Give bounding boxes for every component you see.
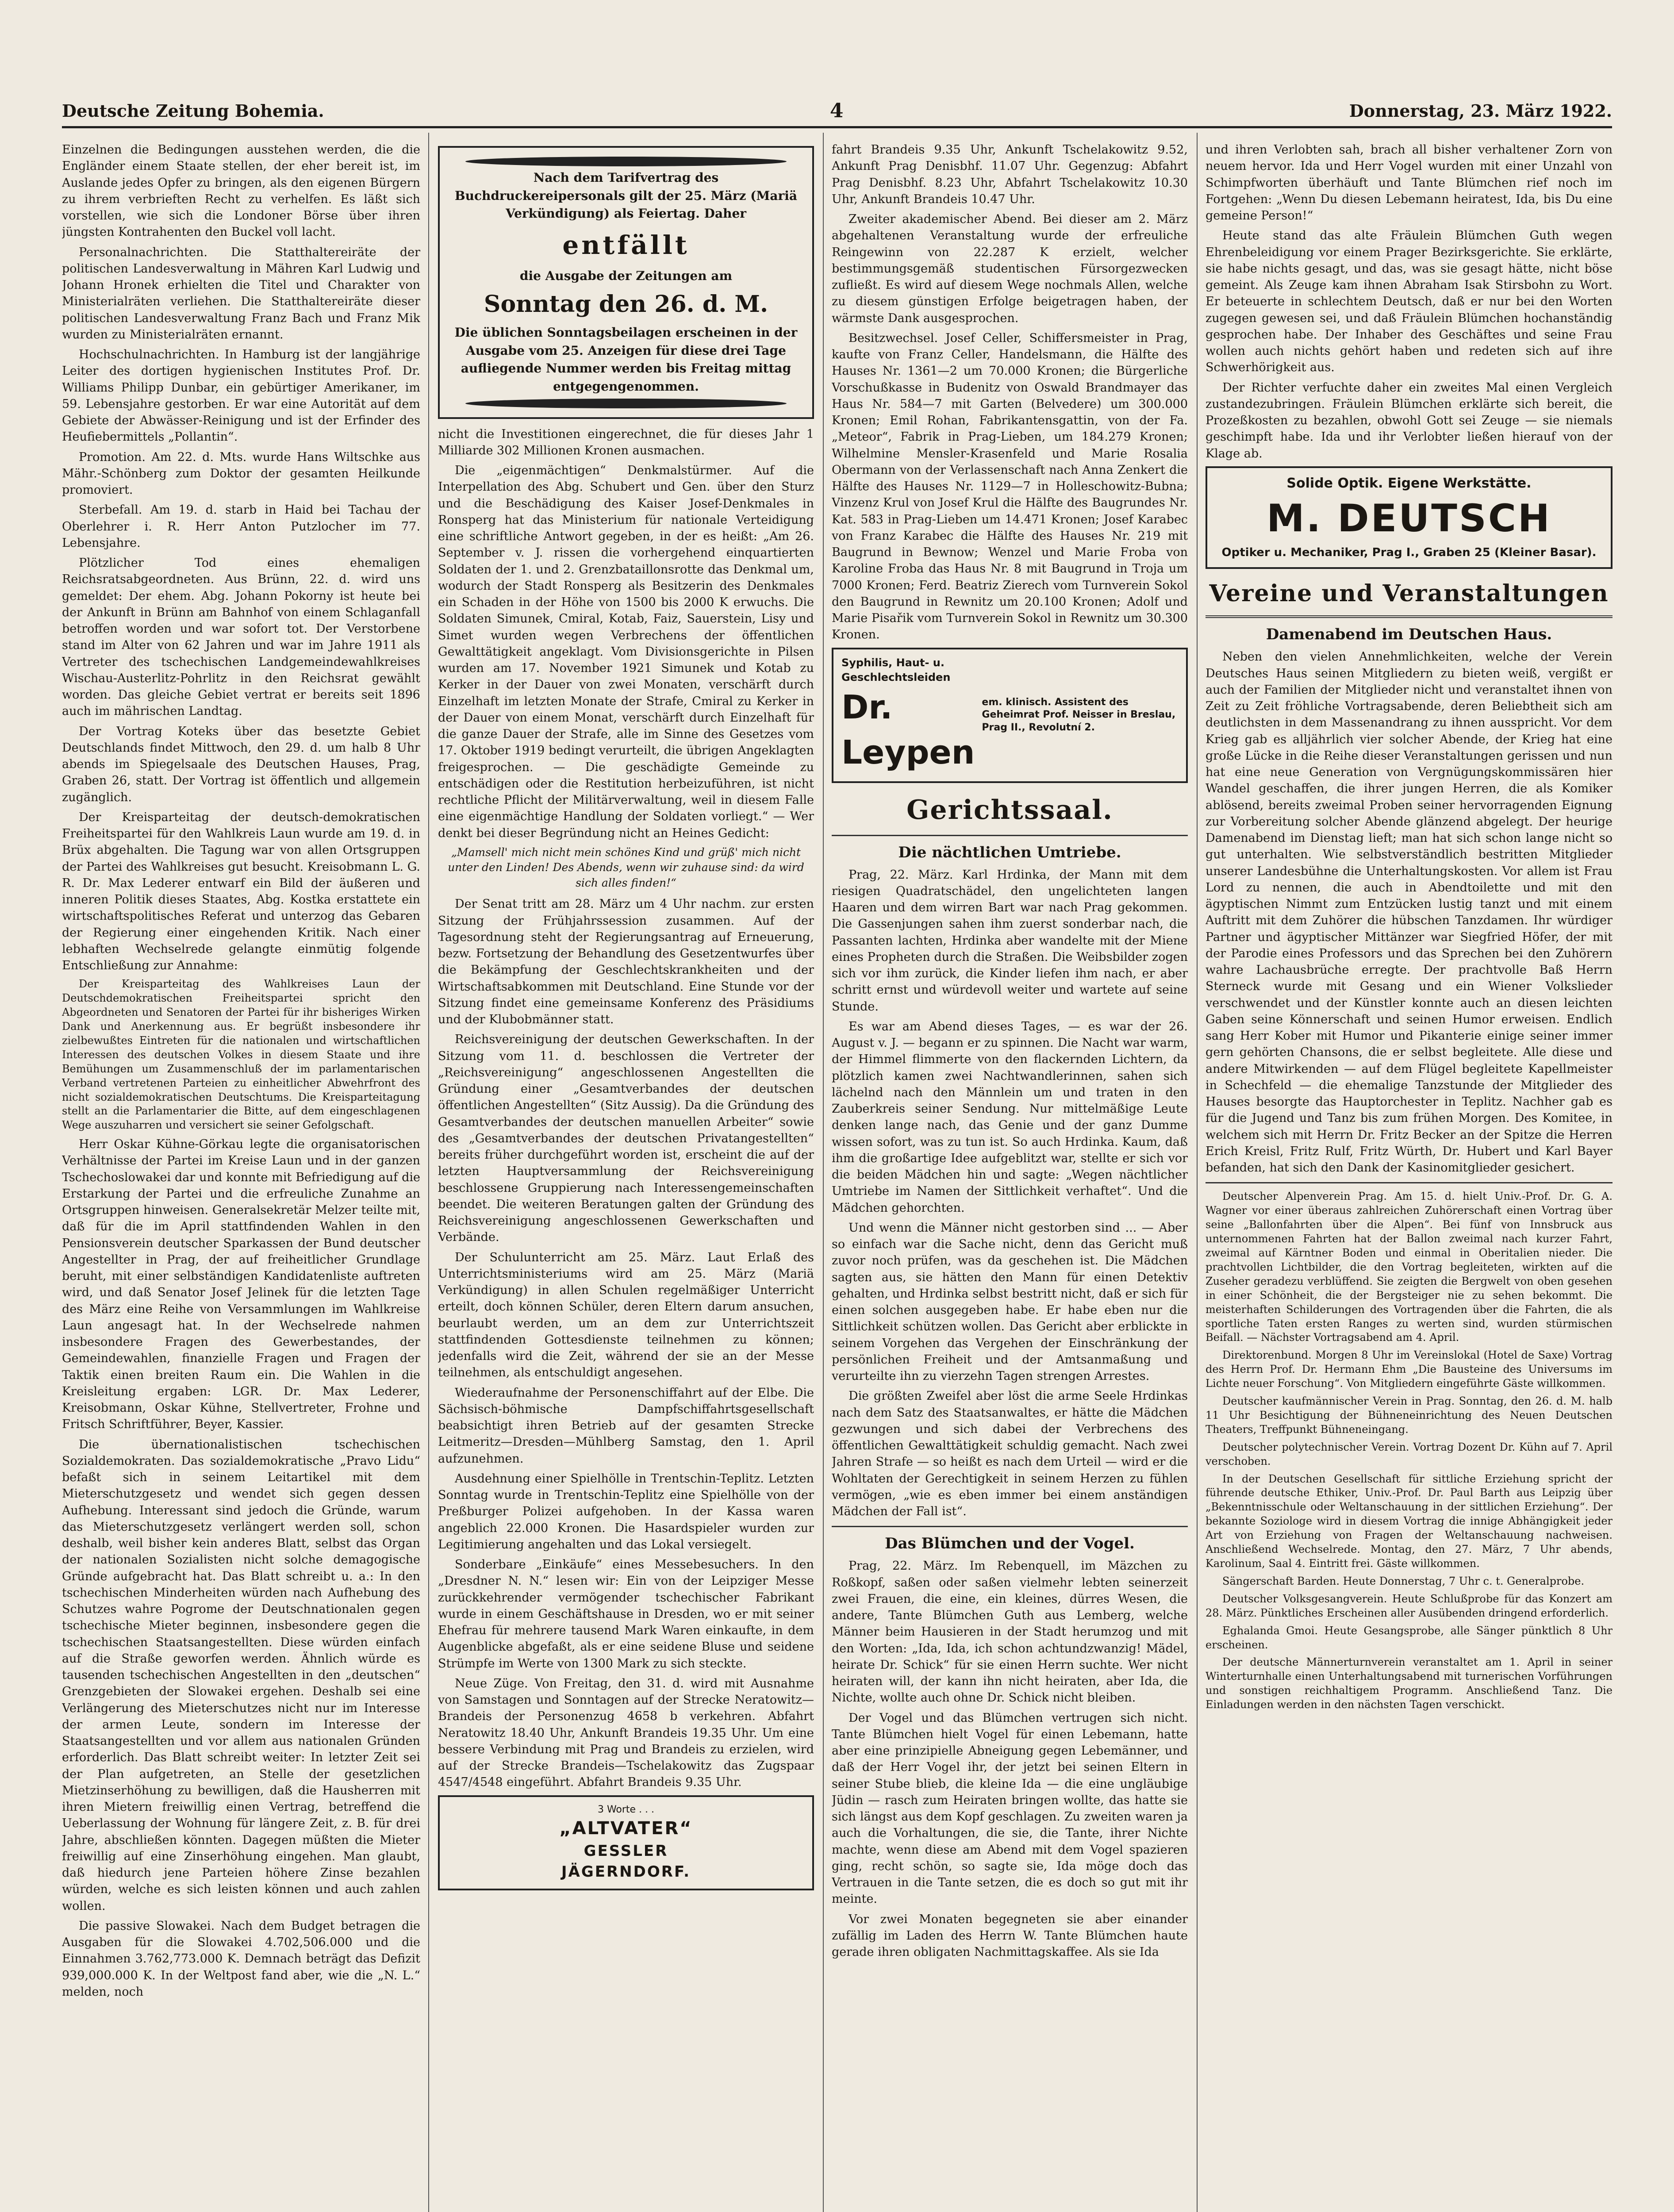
article-paragraph: fahrt Brandeis 9.35 Uhr, Ankunft Tschelakowitz 9.52, Ankunft Prag Denisbhf. 11.07 Uhr. Gegenzug: Abfahrt Prag Denisbhf. 8.23 Uhr, Abfahrt Tschelakowitz 10.30 Uhr, Ankunft Brandeis 10.47 Uhr. — [832, 143, 1188, 206]
article-paragraph: Die „eigenmächtigen“ Denkmalstürmer. Auf die Interpellation des Abg. Schubert und Gen. über den Sturz und die Beschädigung des Kaiser Josef-Denkmales in Ronsperg hat das Ministerium für nationale Verteidigung eine schriftliche Antwort gegeben, in der es heißt: „Am 26. September v. J. rissen die vorhergehend einquartierten Soldaten der 1. und 2. Grenzbataillonsrotte das Denkmal um, wodurch der Stadt Ronsperg als Besitzerin des Denkmales ein Schaden in der Höhe von 1500 bis 2000 K erwuchs. Die Soldaten Simunek, Cmiral, Kotab, Faiz, Sauerstein, Lisy und Simet wurden wegen Verbrechens der öffentlichen Gewalttätigkeit angeklagt. Vom Divisionsgerichte in Pilsen wurden am 17. November 1921 Simunek und Kotab zu Kerker in der Dauer von zwei Monaten, verschärft durch Einzelhaft im letzten Monate der Strafe, Cmiral zu Kerker in der Dauer von einem Monat, verschärft durch Einzelhaft für die ganze Dauer der Strafe, alle im Sinne des Gesetzes vom 17. Oktober 1919 bedingt verurteilt, die übrigen Angeklagten freigesprochen. — Die geschädigte Gemeinde zu entschädigen oder die Restitution herbeizuführen, ist nicht rechtliche Pflicht der Militärverwaltung, weil in diesem Falle eine eigenmächtige Handlung der Soldaten vorliegt.“ — Wer denkt bei dieser Begründung nicht an Heines Gedicht: — [438, 464, 814, 840]
ornament-swoosh — [465, 399, 787, 408]
altvater-ad — [438, 1795, 814, 1890]
article-paragraph: Die übernationalistischen tschechischen Sozialdemokraten. Das sozialdemokratische „Pravo Lidu“ befaßt sich in seinem Leitartikel mit dem Mieterschutzgesetz und wendet sich gegen dessen Aufhebung. Interessant sind jedoch die Gründe, warum das Mieterschutzgesetz verlängert werden soll, schon deshalb, weil bisher kein anderes Blatt, selbst das Organ der nationalen Sozialisten nicht solche demagogische Gründe aufgebracht hat. Das Blatt schreibt u. a.: In den tschechischen Minderheiten würden nach Aufhebung des Schutzes wahre Pogrome der Deutschnationalen gegen tschechische Mieter beginnen, insbesondere gegen die tschechischen Staatsangestellten. Diese würden einfach auf die Straße geworfen werden. Ähnlich würde es tausenden tschechischen Angestellten in den „deutschen“ Grenzgebieten der Slowakei ergehen. Deshalb sei eine Verlängerung des Mieterschutzes nicht nur im Interesse der armen Leute, sondern im Interesse der Staatsangestellten und vor allem aus nationalen Gründen erforderlich. Das Blatt schreibt weiter: In letzter Zeit sei der Plan aufgetreten, an Stelle der gesetzlichen Mietzinserhöhung zu bewilligen, daß die Hausherren mit ihren Mietern freiwillig einen Vertrag, betreffend die Ueberlassung der Wohnung für längere Zeit, z. B. für drei Jahre, abschließen könnten. Dagegen müßten die Mieter freiwillig auf eine Zinserhöhung eingehen. Man glaubt, daß hiedurch jene Parteien höhere Zinse bezahlen würden, welche es sich leisten können und auch zahlen wollen. — [62, 1437, 420, 1913]
notice-date: Sonntag den 26. d. M. — [484, 291, 768, 318]
article-paragraph: Die passive Slowakei. Nach dem Budget betragen die Ausgaben für die Slowakei 4.702,506.000 und die Einnahmen 3.762,773.000 K. Demnach beträgt das Defizit 939,000.000 K. In der Weltpost fand aber, wie die „N. L.“ melden, noch — [62, 1919, 420, 1999]
ornament-swoosh — [465, 157, 787, 166]
article-heading: Damenabend im Deutschen Haus. — [1266, 626, 1552, 644]
article-paragraph: Sonderbare „Einkäufe“ eines Messebesuchers. In den „Dresdner N. N.“ lesen wir: Ein von der Leipziger Messe zurückkehrender vermögender tschechischer Fabrikant wurde in einem Geschäftshause in Dresden, wo er mit seiner Ehefrau für mehrere tausend Mark Waren einkaufte, in dem Augenblicke abgefaßt, als er eine seidene Bluse und seidene Strümpfe im Werte von 1300 Mark zu sich steckte. — [438, 1558, 814, 1671]
article-paragraph: Besitzwechsel. Josef Celler, Schiffersmeister in Prag, kaufte von Franz Celler, Handelsmann, die Hälfte des Hauses Nr. 1361—2 um 70.000 Kronen; die Bürgerliche Vorschußkasse in Budenitz von Oswald Brandmayer das Haus Nr. 584—7 mit Garten (Belvedere) um 300.000 Kronen; Emil Rohan, Fabrikantensgattin, von der Fa. „Meteor“, Fabrik in Prag-Lieben, um 184.279 Kronen; Wilhelmine Mensler-Krasenfeld und Marie Rosalia Obermann von der Verlassenschaft nach Anna Zenkert die Hälfte des Hauses Nr. 1129—7 in Holleschowitz-Bubna; Vinzenz Krul von Josef Krul die Hälfte des Baugrundes Nr. Kat. 583 in Prag-Lieben um 14.471 Kronen; Josef Karabec von Franz Karabec die Hälfte des Hauses Nr. 219 mit Baugrund in Bewnow; Wenzel und Marie Froba von Karoline Froba das Haus Nr. 8 mit Baugrund in Troja um 7000 Kronen; Ferd. Beatriz Zierech vom Turnverein Sokol den Baugrund in Rewnitz um 20.100 Kronen; Adolf und Marie Pisařik vom Turnverein Sokol in Rewnitz um 30.300 Kronen. — [832, 331, 1188, 642]
column-3 — [832, 142, 1188, 2212]
club-notice: In der Deutschen Gesellschaft für sittliche Erziehung spricht der führende deutsche Ethiker, Univ.-Prof. Dr. Paul Barth aus Leipzig über „Bekenntnisschule oder Weltanschauung in der sittlichen Erziehung“. Der bekannte Soziologe wird in diesem Vortrag die innige Abhängigkeit jeder Art von Erziehung von Fragen der Weltanschauung nachweisen. Anschließend Wechselrede. Montag, den 27. März, 7 Uhr abends, Karolinum, Saal 4. Eintritt frei. Gäste willkommen. — [1206, 1472, 1613, 1570]
ad-brand: Dr. Leypen — [841, 688, 975, 772]
article-paragraph: Es war am Abend dieses Tages, — es war der 26. August v. J. — begann er zu spinnen. Die Nacht war warm, der Himmel flimmerte von den flackernden Lichtern, da plötzlich kamen zwei Nachtwandlerinnen, sahen sich lächelnd nach den Männlein um und traten in den Zauberkreis seiner Sendung. Nur mittelmäßige Leute denken lange nach, das Genie und der ganz Dumme wissen sofort, was zu tun ist. So auch Hrdinka. Kaum, daß ihm die großartige Idee aufgeblitzt war, stellte er sich vor die beiden Mädchen hin und sagte: „Wegen nächtlicher Umtriebe im Namen der Sittlichkeit verhaftet“. Und die Mädchen gehorchten. — [832, 1019, 1188, 1215]
ad-text: GESSLER — [584, 1842, 668, 1860]
column-rule — [428, 133, 429, 2212]
club-notice: Deutscher kaufmännischer Verein in Prag. Sonntag, den 26. d. M. halb 11 Uhr Besichtigung der Bühneneinrichtung des Neuen Deutschen Theaters, Treffpunkt Bühneneingang. — [1206, 1395, 1613, 1436]
article-paragraph: Zweiter akademischer Abend. Bei dieser am 2. März abgehaltenen Veranstaltung wurde der erfreuliche Reingewinn von 22.287 K erzielt, welcher bestimmungsgemäß studentischen Fürsorgezwecken zufließt. Es wird auf diesem Wege nochmals Allen, welche zu diesem günstigen Erfolge beigetragen haben, der wärmste Dank ausgesprochen. — [832, 212, 1188, 325]
article-paragraph: Neben den vielen Annehmlichkeiten, welche der Verein Deutsches Haus seinen Mitgliedern zu bieten weiß, vergißt er auch der Familien der Mitglieder nicht und veranstaltet ihnen von Zeit zu Zeit fröhliche Vortragsabende, deren Beliebtheit sich am deutlichsten in dem Massenandrang zu ihnen ausspricht. Vor dem Krieg gab es alljährlich vier solcher Abende, der Krieg hat eine große Lücke in die Reihe dieser Veranstaltungen gerissen und nun hat eine neue Generation von Vergnügungskommissären hier Wandel geschaffen, die ihrer jungen Herren, die als Komiker ablösend, bereits zweimal Proben seiner hervorragenden Eignung zur Vorbereitung solcher Abende glänzend abgelegt. Der heurige Damenabend im Dienstag lieft; man hat sich schon lange nicht so gut unterhalten. Wie selbstverständlich bestritten Mitglieder unserer Landesbühne die Unterhaltungskosten. Vor allem ist Frau Lord zu nennen, die auch in Abendtoilette und mit den ägyptischen Nimmt zum Entzücken lustig tanzt und mit einem Auftritt mit dem Zuhörer die hübschen Tanzdamen. Ihr würdiger Partner und ägyptischer Mittänzer war Siegfried Höfer, der mit der Parodie eines Professors und das Sprechen bei den Zuhörern wahre Lachausbrüche erregte. Der prachtvolle Baß Herrn Sterneck wurde mit Gesang und ein Wiener Volkslieder verschwendet und der Künstler konnte auch an diesen leichten Gaben seine Könnerschaft und seinen Humor erweisen. Endlich sang Herr Kober mit Humor und Pikanterie einige seiner immer gern gehörten Chansons, die er selbst begleitete. Alle diese und andere Mitwirkenden — auf dem Flügel begleitete Kapellmeister in Schechfeld — die ehemalige Tanzstunde der Mitglieder des Hauses besorgte das Hauptorchester in Teplitz. Nachher gab es für die Jugend und Tanz bis zum frühen Morgen. Des Komitee, in welchem sich mit Herrn Dr. Fritz Becker an der Spitze die Herren Erich Kreisl, Fritz Rulf, Fritz Würth, Dr. Hubert und Karl Bayer befanden, hat sich den Dank der Kasinomitglieder gesichert. — [1206, 650, 1613, 1175]
article-paragraph: Und wenn die Männer nicht gestorben sind ... — Aber so einfach war die Sache nicht, denn das Gericht muß zuvor noch prüfen, was da geschehen ist. Die Mädchen sagten aus, sie hätten den Mann für einen Detektiv gehalten, und Hrdinka selbst bestritt nicht, daß er sich für einen solchen ausgegeben habe. Er habe eben nur die Sittlichkeit schützen wollen. Das Gericht aber erblickte in seinem Vorgehen das Vergehen der Einschränkung der persönlichen Freiheit und der Amtsanmaßung und verurteilte ihn zu vierzehn Tagen strengen Arrestes. — [832, 1221, 1188, 1383]
ad-text: Solide Optik. Eigene Werkstätte. — [1286, 475, 1532, 491]
page-number: 4 — [829, 99, 844, 122]
article-paragraph: Einzelnen die Bedingungen ausstehen werden, die die Engländer einem Staate stellen, der eher bereit ist, im Auslande jedes Opfer zu bringen, als den eigenen Bürgern zu ihrem verbrieften Recht zu verhelfen. Es läßt sich vorstellen, wie sich die Londoner Börse über ihren jüngsten Kontrahenten den Buckel voll lacht. — [62, 143, 420, 239]
article-paragraph: Der Senat tritt am 28. März um 4 Uhr nachm. zur ersten Sitzung der Frühjahrssession zusammen. Auf der Tagesordnung steht der Regierungsantrag auf Erneuerung, bezw. Fortsetzung der Behandlung des Gesetzentwurfes über die Bekämpfung der Geschlechtskrankheiten und der Wirtschaftsabkommen mit Deutschland. Eine Stunde vor der Sitzung findet eine gemeinsame Konferenz des Präsidiums und der Klubobmänner statt. — [438, 897, 814, 1027]
ad-text: em. klinisch. Assistent des Geheimrat Prof. Neisser in Breslau, Prag II., Revolutní 2. — [982, 696, 1176, 733]
club-notice: Direktorenbund. Morgen 8 Uhr im Vereinslokal (Hotel de Saxe) Vortrag des Herrn Prof. Dr. Hermann Ehm „Die Bausteine des Universums im Lichte neuer Forschung“. Von Mitgliedern eingeführte Gäste willkommen. — [1206, 1349, 1613, 1390]
article-paragraph: Personalnachrichten. Die Statthaltereiräte der politischen Landesverwaltung in Mähren Karl Ludwig und Johann Hronek erhielten die Titel und Charakter von Ministerialräten verliehen. Die Statthaltereiräte dieser politischen Landesverwaltung Franz Bach und Franz Mik wurden zu Ministerialräten ernannt. — [62, 245, 420, 342]
article-paragraph: Reichsvereinigung der deutschen Gewerkschaften. In der Sitzung vom 11. d. beschlossen die Vertreter der „Reichsvereinigung“ angeschlossenen Angestellten die Gründung einer „Gesamtverbandes der deutschen öffentlichen Angestellten“ (Sitz Aussig). Da die Gründung des Gesamtverbandes der deutschen manuellen Arbeiter“ sowie des „Gesamtverbandes der deutschen Privatangestellten“ bereits früher durchgeführt worden ist, erscheint die auf der letzten Hauptversammlung der Reichsvereinigung beschlossene Gruppierung nach Interessengemeinschaften beendet. Die weiteren Beratungen galten der Gründung des Reichsvereinigung angeschlossenen Gewerkschaften und Verbände. — [438, 1033, 814, 1244]
article-paragraph: Der Vortrag Koteks über das besetzte Gebiet Deutschlands findet Mittwoch, den 29. d. um halb 8 Uhr abends im Spiegelsaale des Deutschen Hauses, Prag, Graben 26, statt. Der Vortrag ist öffentlich und allgemein zugänglich. — [62, 724, 420, 804]
leypen-ad — [832, 648, 1188, 783]
masthead-title: Deutsche Zeitung Bohemia. — [62, 100, 324, 121]
article-paragraph: nicht die Investitionen eingerechnet, die für dieses Jahr 1 Milliarde 302 Millionen Kronen ausmachen. — [438, 427, 814, 457]
ad-brand: „ALTVATER“ — [559, 1818, 693, 1839]
column-2 — [438, 142, 814, 2212]
poem-quote: „Mamsell' mich nicht mein schönes Kind und grüß' mich nicht unter den Linden! Des Abends, wenn wir zuhause sind: da wird sich alles finden!“ — [448, 845, 804, 889]
article-paragraph: Promotion. Am 22. d. Mts. wurde Hans Wiltschke aus Mähr.-Schönberg zum Doktor der gesamten Heilkunde promoviert. — [62, 450, 420, 497]
divider — [832, 835, 1188, 836]
club-notice: Deutscher polytechnischer Verein. Vortrag Dozent Dr. Kühn auf 7. April verschoben. — [1206, 1440, 1613, 1467]
optik-ad — [1206, 466, 1613, 569]
article-paragraph: Ausdehnung einer Spielhölle in Trentschin-Teplitz. Letzten Sonntag wurde in Trentschin-Teplitz eine Spielhölle von der Preßburger Polizei aufgehoben. In der Kassa waren angeblich 22.000 Kronen. Die Hasardspieler wurden zur Legitimierung angehalten und das Lokal versiegelt. — [438, 1471, 814, 1551]
column-rule — [1197, 133, 1198, 2212]
masthead — [62, 95, 1612, 128]
divider — [1206, 615, 1613, 618]
article-paragraph: Der Kreisparteitag der deutsch-demokratischen Freiheitspartei für den Wahlkreis Laun wurde am 19. d. in Brüx abgehalten. Die Tagung war von allen Ortsgruppen der Partei des Wahlkreises gut besucht. Kreisobmann L. G. R. Dr. Max Lederer entwarf ein Bild der äußeren und inneren Politik dieses Staates, Abg. Kostka erstattete ein wirtschaftspolitisches Referat und unterzog das Gebaren der Regierung einer eingehenden Kritik. Nach einer lebhaften Wechselrede gelangte einmütig folgende Entschließung zur Annahme: — [62, 810, 420, 972]
column-1 — [62, 142, 420, 2212]
ad-text: JÄGERNDORF. — [561, 1863, 691, 1881]
article-paragraph: Herr Oskar Kühne-Görkau legte die organisatorischen Verhältnisse der Partei im Kreise Laun und in der ganzen Tschechoslowakei dar und konnte mit Befriedigung auf die Erstarkung der Partei und die erfreuliche Zunahme an Ortsgruppen hinweisen. Generalsekretär Melzer teilte mit, daß für die im April stattfindenden Wahlen in den Pensionsverein deutscher Sparkassen der Bund deutscher Angestellter in Prag, der auf freiheitlicher Grundlage beruht, mit einer selbständigen Kandidatenliste auftreten wird, und daß Senator Josef Jelinek für die letzten Tage des März eine Reihe von Versammlungen im Wahlkreise Laun angesagt hat. In der Wechselrede nahmen insbesondere Fragen des Gewerbestandes, der Gemeindewahlen, finanzielle Fragen und Fragen der Taktik einen breiten Raum ein. Die Wahlen in die Kreisleitung ergaben: LGR. Dr. Max Lederer, Kreisobmann, Oskar Kühne, Stellvertreter, Frohne und Fritsch Schriftführer, Beyer, Kassier. — [62, 1137, 420, 1432]
article-paragraph: Prag, 22. März. Karl Hrdinka, der Mann mit dem riesigen Quadratschädel, den ungelichteten langen Haaren und dem wirren Bart war nach Prag gekommen. Die Gassenjungen sahen ihm zuerst sonderbar nach, die Passanten lachten, Hrdinka aber wandelte mit der Miene eines Propheten durch die Straßen. Die Weibsbilder zogen sich vor ihm zurück, die Kinder liefen ihm nach, er aber schritt ernst und würdevoll weiter und wartete auf seine Stunde. — [832, 868, 1188, 1014]
article-paragraph: Heute stand das alte Fräulein Blümchen Guth wegen Ehrenbeleidigung vor einem Prager Bezirksgerichte. Sie erklärte, sie habe nichts gesagt, und das, was sie gesagt hätte, nicht böse gemeint. Als Zeuge kam ihnen Abraham Isak Stirsbohn zu Wort. Er beteuerte in schlechtem Deutsch, daß er nur bei den Worten zugegen gewesen sei, und daß Fräulein Blümchen hochanständig gesprochen habe. Der Inhaber des Geschäftes und seine Frau wollen auch nichts gehört haben und redeten sich auf ihre Schwerhörigkeit aus. — [1206, 229, 1613, 375]
ad-text: Optiker u. Mechaniker, Prag I., Graben 25 (Kleiner Basar). — [1221, 545, 1597, 559]
notice-line: Nach dem Tarifvertrag des Buchdruckereipersonals gilt der 25. März (Mariä Verkündigung) als Feiertag. Daher — [454, 170, 798, 221]
ad-brand: M. DEUTSCH — [1267, 496, 1551, 541]
section-heading: Vereine und Veranstaltungen — [1209, 580, 1609, 607]
notice-line: Die üblichen Sonntagsbeilagen erscheinen in der Ausgabe vom 25. Anzeigen für diese drei Tage aufliegende Nummer werden bis Freitag mittag entgegengenommen. — [454, 325, 798, 394]
ad-text: Syphilis, Haut- u. Geschlechtsleiden — [841, 656, 951, 684]
masthead-date: Donnerstag, 23. März 1922. — [1349, 100, 1612, 121]
club-notice: Eghalanda Gmoi. Heute Gesangsprobe, alle Sänger pünktlich 8 Uhr erscheinen. — [1206, 1624, 1613, 1651]
notice-headline: entfällt — [562, 230, 690, 260]
notice-line: die Ausgabe der Zeitungen am — [519, 268, 733, 283]
ad-text: 3 Worte . . . — [597, 1804, 655, 1815]
divider — [832, 1526, 1188, 1527]
article-paragraph: Hochschulnachrichten. In Hamburg ist der langjährige Leiter des dortigen hygienischen Institutes Prof. Dr. Williams Philipp Dunbar, ein gebürtiger Amerikaner, im 59. Lebensjahre gestorben. Er war eine Autorität auf dem Gebiete der Abwässer-Reinigung und ist der Erfinder des Heufiebermittels „Pollantin“. — [62, 348, 420, 444]
article-paragraph: Plötzlicher Tod eines ehemaligen Reichsratsabgeordneten. Aus Brünn, 22. d. wird uns gemeldet: Der ehem. Abg. Johann Pokorny ist heute bei der Ankunft in Brünn am Bahnhof von einem Schlaganfall betroffen worden und war sofort tot. Der Verstorbene stand im Alter von 62 Jahren und war im Jahre 1911 als Vertreter des tschechischen Landgemeindewahlkreises Wischau-Austerlitz-Pohrlitz in den Reichsrat gewählt worden. Das gleiche Gebiet vertrat er bereits seit 1896 auch im mährischen Landtag. — [62, 556, 420, 718]
club-notice: Deutscher Alpenverein Prag. Am 15. d. hielt Univ.-Prof. Dr. G. A. Wagner vor einer überaus zahlreichen Zuhörerschaft einen Vortrag über seine „Ballonfahrten über die Alpen“. Bei fünf von Innsbruck aus unternommenen Fahrten hat der Ballon zweimal nach kurzer Fahrt, zweimal auf Kärntner Boden und einmal in Oberitalien nieder. Die prachtvollen Lichtbilder, die den Vortrag begleiteten, wirkten auf die Zuseher geradezu verblüffend. Sie zeigten die Bergwelt von oben gesehen in einer Schönheit, die der Bergsteiger nie zu sehen bekommt. Die meisterhaften Schilderungen des Vortragenden über die Fahrten, die als sportliche Taten ersten Ranges zu werten sind, wurden stürmischen Beifall. — Nächster Vortragsabend am 4. April. — [1206, 1190, 1613, 1344]
article-paragraph: und ihren Verlobten sah, brach all bisher verhaltener Zorn von neuem hervor. Ida und Herr Vogel wurden mit einer Unzahl von Schimpfworten überhäuft und Tante Blümchen rief noch im Fortgehen: „Wenn Du diesen Lebemann heiratest, Ida, bis Du eine gemeine Person!“ — [1206, 143, 1613, 223]
divider — [1206, 1182, 1613, 1183]
article-paragraph: Wiederaufnahme der Personenschiffahrt auf der Elbe. Die Sächsisch-böhmische Dampfschiffahrtsgesellschaft beabsichtigt ihren Betrieb auf der gesamten Strecke Leitmeritz—Dresden—Mühlberg Samstag, den 1. April aufzunehmen. — [438, 1386, 814, 1466]
resolution-text: Der Kreisparteitag des Wahlkreises Laun der Deutschdemokratischen Freiheitspartei spricht den Abgeordneten und Senatoren der Partei für ihr bisheriges Wirken Dank und Anerkennung aus. Er begrüßt insbesondere ihr zielbewußtes Eintreten für die nationalen und wirtschaftlichen Interessen des deutschen Volkes in diesem Staate und ihre Bemühungen um Zusammenschluß der im parlamentarischen Verband vertretenen Parteien zu einheitlicher Abwehrfront des nicht sozialdemokratischen Deutschtums. Die Kreisparteitagung stellt an die Parlamentarier die Bitte, auf dem eingeschlagenen Wege auszuharren und versichert sie seiner Gefolgschaft. — [62, 978, 420, 1132]
article-paragraph: Der Vogel und das Blümchen vertrugen sich nicht. Tante Blümchen hielt Vogel für einen Lebemann, hatte aber eine prinzipielle Abneigung gegen Lebemänner, und daß der Herr Vogel ihr, der jetzt bei seinen Eltern in seiner Stube blieb, die kleine Ida — die eine ungläubige Jüdin — rasch zum Heiraten bringen wollte, das hatte sie sich längst aus dem Kopf geschlagen. Zu zweiten waren ja auch die Vorhaltungen, die sie, die Tante, ihrer Nichte machte, wenn diese am Abend mit dem Vogel spazieren ging, recht schön, so sagte sie, Ida möge doch das Vertrauen in die Tante setzen, die es doch so gut mit ihr meinte. — [832, 1711, 1188, 1906]
club-notice: Sängerschaft Barden. Heute Donnerstag, 7 Uhr c. t. Generalprobe. — [1222, 1575, 1585, 1587]
article-paragraph: Der Richter verfuchte daher ein zweites Mal einen Vergleich zustandezubringen. Fräulein Blümchen erklärte sich bereit, die Prozeßkosten zu bezahlen, obwohl Gott sei Zeuge — sie niemals geschimpft habe. Ida und ihr Verlobter ließen hierauf von der Klage ab. — [1206, 380, 1613, 461]
article-paragraph: Der Schulunterricht am 25. März. Laut Erlaß des Unterrichtsministeriums wird am 25. März (Mariä Verkündigung) in allen Schulen regelmäßiger Unterricht erteilt, doch können Schüler, deren Eltern darum ansuchen, beurlaubt werden, um an dem zur Unterrichtszeit stattfindenden Gottesdienste teilnehmen zu können; jedenfalls wird die Zeit, während der sie an der Messe teilnehmen, als entschuldigt angesehen. — [438, 1250, 814, 1380]
article-paragraph: Die größten Zweifel aber löst die arme Seele Hrdinkas nach dem Satz des Staatsanwaltes, er hätte die Mädchen gezwungen und sich dabei der Verbrechens des öffentlichen Gewalttätigkeit schuldig gemacht. Nach zwei Jahren Strafe — so heißt es nach dem Urteil — wird er die Wohltaten der Gerechtigkeit in seinem Herzen zu fühlen vermögen, „wie es eben immer bei einem anständigen Mädchen der Fall ist“. — [832, 1389, 1188, 1519]
section-heading: Gerichtssaal. — [906, 794, 1113, 826]
holiday-notice — [438, 146, 814, 419]
article-paragraph: Prag, 22. März. Im Rebenquell, im Mäzchen zu Roßkopf, saßen oder saßen vielmehr lebten seinerzeit zwei Frauen, die eine, ein kleines, dürres Wesen, die andere, Tante Blümchen Guth aus Lemberg, welche Männer beim Hausieren in der Stadt herumzog und mit den Worten: „Ida, Ida, ich schon achtundzwanzig! Mädel, heirate Dr. Schick“ für sie einen Herrn suchte. Wer nicht heiraten will, der kann ihn nicht heiraten, aber Ida, die Nichte, wollte auch ohne Dr. Schick nicht bleiben. — [832, 1559, 1188, 1705]
article-paragraph: Sterbefall. Am 19. d. starb in Haid bei Tachau der Oberlehrer i. R. Herr Anton Putzlocher im 77. Lebensjahre. — [62, 503, 420, 550]
article-heading: Das Blümchen und der Vogel. — [885, 1535, 1135, 1553]
article-paragraph: Vor zwei Monaten begegneten sie aber einander zufällig im Laden des Herrn W. Tante Blümchen haute gerade ihren obligaten Nachmittagskaffee. Als sie Ida — [832, 1912, 1188, 1959]
club-notice: Der deutsche Männerturnverein veranstaltet am 1. April in seiner Winterturnhalle einen Unterhaltungsabend mit turnerischen Vorführungen und sonstigen reichhaltigem Programm. Anschließend Tanz. Die Einladungen werden in den nächsten Tagen verschickt. — [1206, 1656, 1613, 1711]
article-heading: Die nächtlichen Umtriebe. — [898, 843, 1121, 861]
article-paragraph: Neue Züge. Von Freitag, den 31. d. wird mit Ausnahme von Samstagen und Sonntagen auf der Strecke Neratowitz—Brandeis der Personenzug 4658 b verkehren. Abfahrt Neratowitz 18.40 Uhr, Ankunft Brandeis 19.35 Uhr. Um eine bessere Verbindung mit Prag und Brandeis zu erzielen, wird auf der Strecke Brandeis—Tschelakowitz das Zugspaar 4547/4548 eingeführt. Abfahrt Brandeis 9.35 Uhr. — [438, 1676, 814, 1790]
club-notice: Deutscher Volksgesangverein. Heute Schlußprobe für das Konzert am 28. März. Pünktliches Erscheinen aller Ausübenden dringend erforderlich. — [1206, 1592, 1613, 1619]
column-rule — [823, 133, 824, 2212]
column-4 — [1206, 142, 1613, 2212]
